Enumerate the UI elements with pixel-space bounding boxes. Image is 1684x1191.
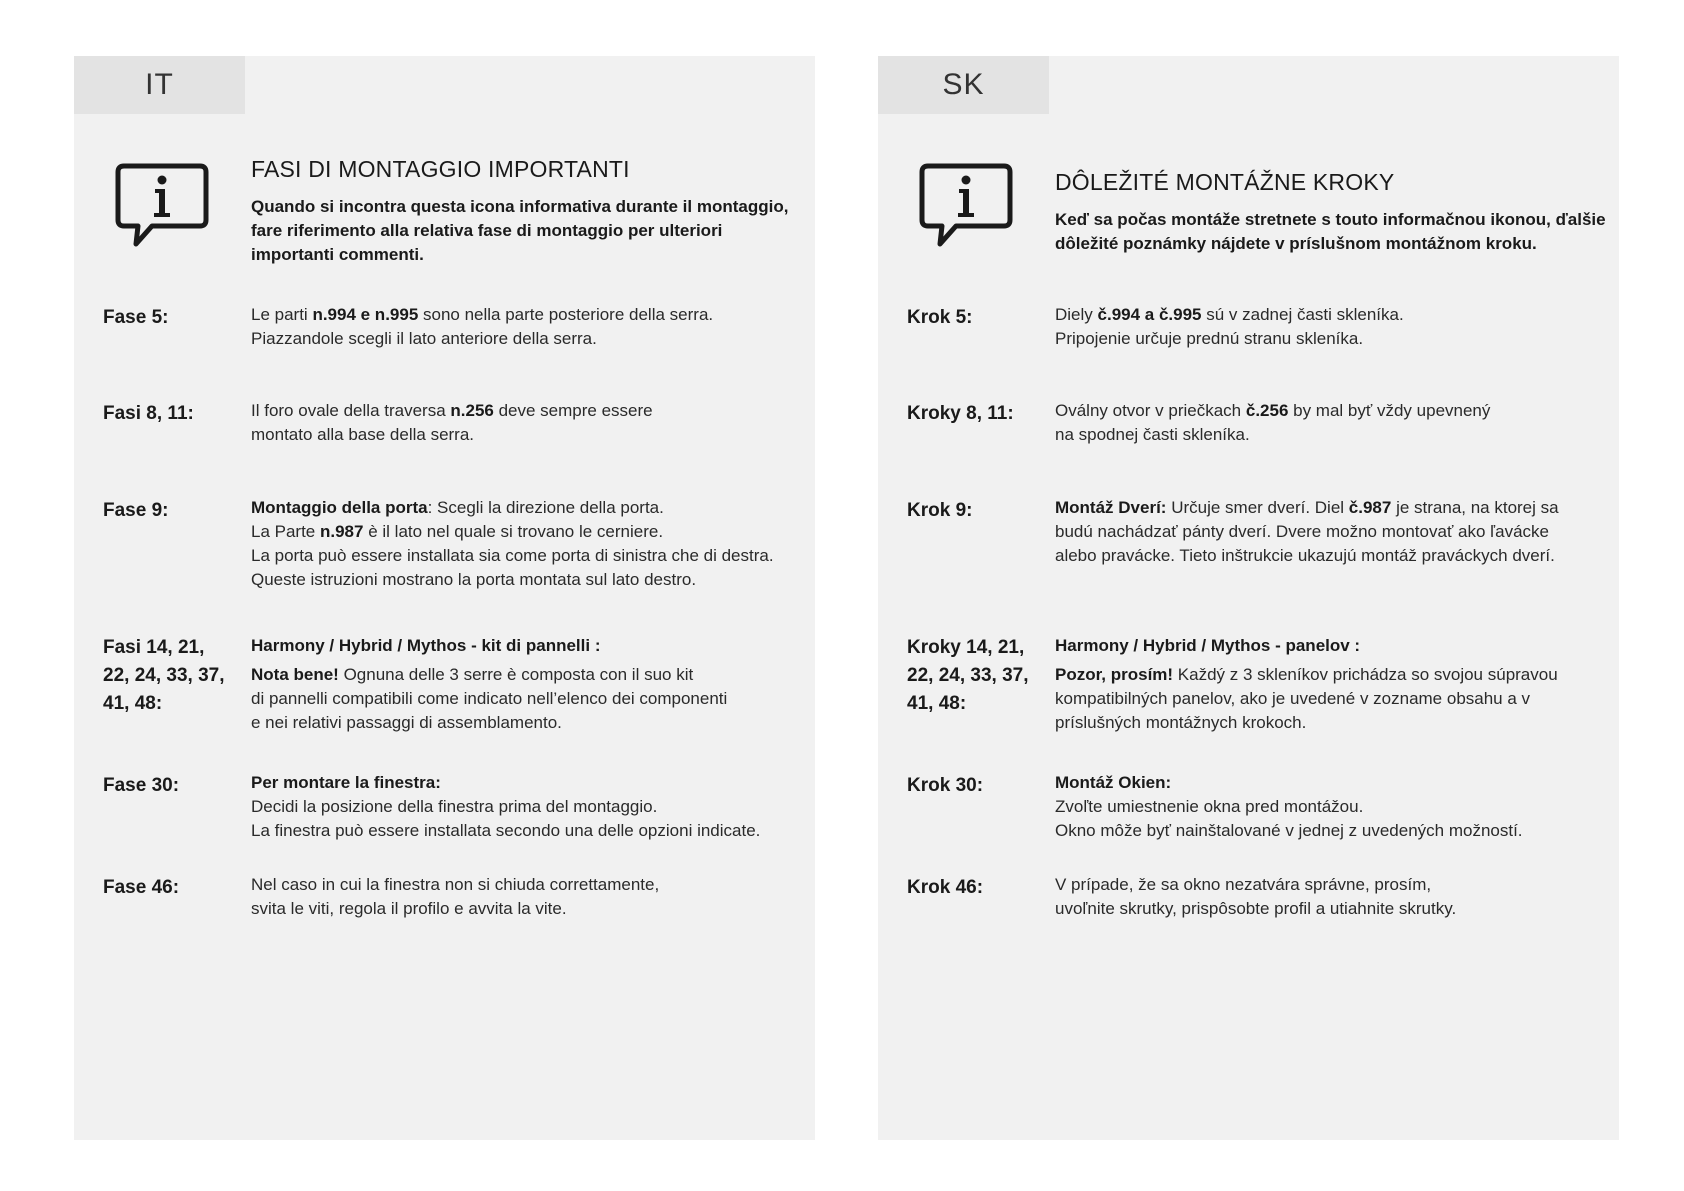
step-line: na spodnej časti skleníka.: [1055, 425, 1250, 444]
step-label: Krok 9:: [907, 500, 973, 521]
step-line: Harmony / Hybrid / Mythos - panelov :: [1055, 636, 1361, 655]
step-label: Fase 5:: [103, 307, 169, 328]
step-line: La Parte n.987 è il lato nel quale si trovano le cerniere.: [251, 522, 664, 541]
step-line: budú nachádzať pánty dverí. Dvere možno montovať ako ľavácke: [1055, 522, 1549, 541]
step-line: Oválny otvor v priečkach č.256 by mal byť vždy upevnený: [1055, 401, 1491, 420]
step-line: Pripojenie určuje prednú stranu skleníka.: [1055, 329, 1364, 348]
step-line: Zvoľte umiestnenie okna pred montážou.: [1055, 797, 1364, 816]
step-line: La finestra può essere installata secondo una delle opzioni indicate.: [251, 821, 761, 840]
step-label: Fase 46:: [103, 877, 180, 898]
step-line: Montáž Okien:: [1055, 773, 1172, 792]
step-label: Fasi 14, 21, 22, 24, 33, 37, 41, 48:: [103, 637, 225, 714]
step-description: [251, 303, 791, 351]
step-line: Queste istruzioni mostrano la porta montata sul lato destro.: [251, 570, 697, 589]
step-line: Per montare la finestra:: [251, 773, 441, 792]
intro-text: Keď sa počas montáže stretnete s touto informačnou ikonou, ďalšie dôležité poznámky nájdete v príslušnom montážnom kroku.: [1055, 210, 1606, 253]
language-tab-sk: SK: [878, 56, 1049, 114]
info-icon: [114, 158, 210, 254]
step-label: Fase 30:: [103, 775, 180, 796]
step-line: Montáž Dverí: Určuje smer dverí. Diel č.987 je strana, na ktorej sa: [1055, 498, 1559, 517]
step-label: Fase 9:: [103, 500, 169, 521]
section-heading: FASI DI MONTAGGIO IMPORTANTI: [251, 156, 630, 182]
step-line: V prípade, že sa okno nezatvára správne, prosím,: [1055, 875, 1432, 894]
step-line: Nota bene! Ognuna delle 3 serre è composta con il suo kit: [251, 665, 694, 684]
step-line: di pannelli compatibili come indicato nell’elenco dei componenti: [251, 689, 728, 708]
step-line: alebo pravácke. Tieto inštrukcie ukazujú montáž pravácky​ch dverí.: [1055, 546, 1555, 565]
info-icon: [918, 158, 1014, 254]
step-label: Krok 5:: [907, 307, 973, 328]
step-line: Pozor, prosím! Každý z 3 skleníkov prichádza so svojou súpravou: [1055, 665, 1558, 684]
step-description: [1055, 634, 1595, 735]
step-line: montato alla base della serra.: [251, 425, 475, 444]
step-description: [251, 496, 791, 592]
step-line: e nei relativi passaggi di assemblamento.: [251, 713, 562, 732]
step-line: uvoľnite skrutky, prispôsobte profil a utiahnite skrutky.: [1055, 899, 1457, 918]
step-line: Diely č.994 a č.995 sú v zadnej časti skleníka.: [1055, 305, 1404, 324]
step-line: Nel caso in cui la finestra non si chiuda correttamente,: [251, 875, 660, 894]
step-line: príslušných montážnych krokoch.: [1055, 713, 1307, 732]
section-heading: DÔLEŽITÉ MONTÁŽNE KROKY: [1055, 169, 1395, 195]
step-line: Piazzandole scegli il lato anteriore della serra.: [251, 329, 597, 348]
step-description: [1055, 771, 1595, 843]
step-line: kompatibilných panelov, ako je uvedené v zozname obsahu a v: [1055, 689, 1531, 708]
step-line: Okno môže byť nainštalované v jednej z uvedených možností.: [1055, 821, 1523, 840]
step-label: Krok 46:: [907, 877, 984, 898]
step-line: Harmony / Hybrid / Mythos - kit di pannelli :: [251, 636, 601, 655]
step-label: Kroky 8, 11:: [907, 403, 1014, 424]
step-line: Il foro ovale della traversa n.256 deve sempre essere: [251, 401, 653, 420]
panel-sk: [878, 56, 1619, 1140]
step-line: Montaggio della porta: Scegli la direzione della porta.: [251, 498, 664, 517]
step-description: [1055, 303, 1595, 351]
step-description: [251, 634, 791, 735]
language-tab-it: IT: [74, 56, 245, 114]
step-line: Le parti n.994 e n.995 sono nella parte posteriore della serra.: [251, 305, 714, 324]
step-description: [251, 771, 791, 843]
step-description: [1055, 399, 1595, 447]
step-label: Krok 30:: [907, 775, 984, 796]
step-description: [1055, 496, 1595, 568]
step-description: [251, 873, 791, 921]
step-label: Kroky 14, 21, 22, 24, 33, 37, 41, 48:: [907, 637, 1029, 714]
step-description: [1055, 873, 1595, 921]
step-label: Fasi 8, 11:: [103, 403, 194, 424]
step-description: [251, 399, 791, 447]
intro-text: Quando si incontra questa icona informativa durante il montaggio, fare riferimento alla relativa fase di montaggio per ulteriori importanti commenti.: [251, 197, 789, 264]
panel-it: [74, 56, 815, 1140]
step-line: La porta può essere installata sia come porta di sinistra che di destra.: [251, 546, 774, 565]
step-line: Decidi la posizione della finestra prima del montaggio.: [251, 797, 658, 816]
step-line: svita le viti, regola il profilo e avvita la vite.: [251, 899, 567, 918]
